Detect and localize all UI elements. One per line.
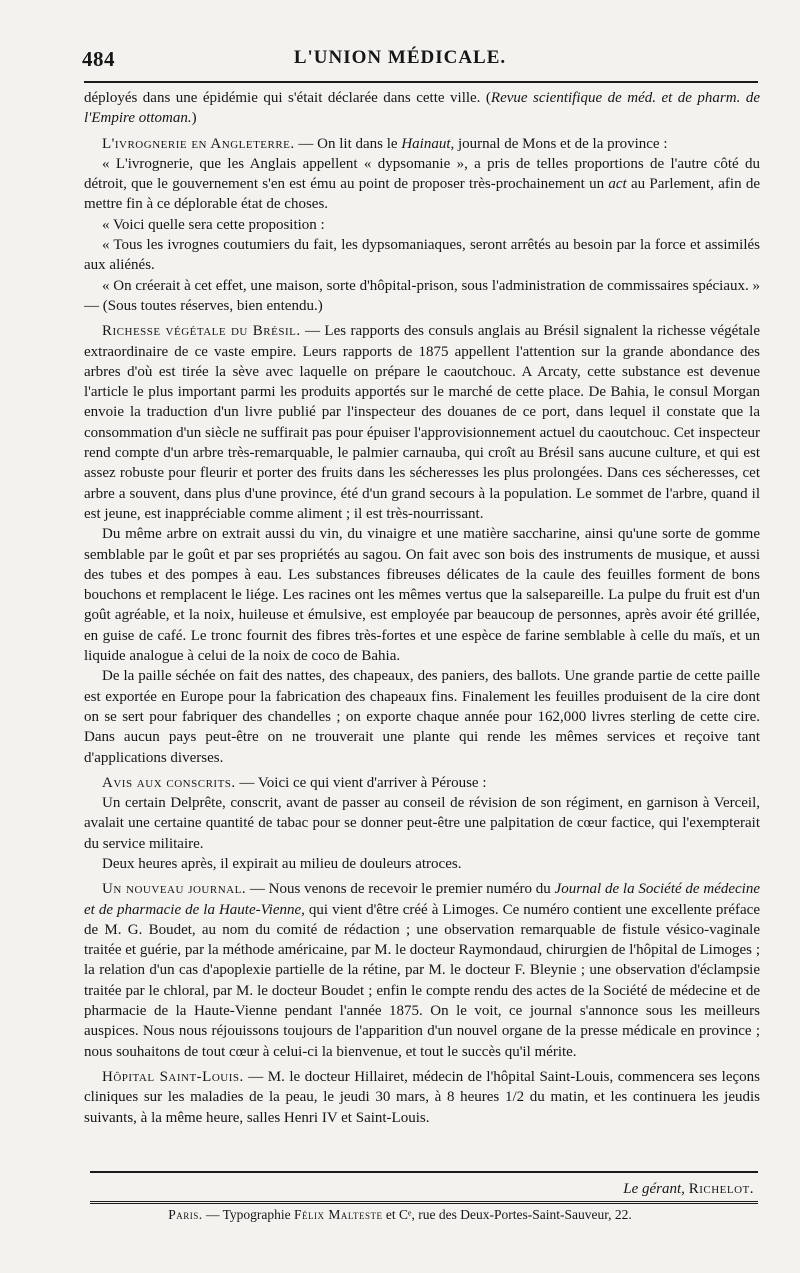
paragraph: [84, 666, 760, 767]
text-run: qui vient d'être créé à Limoges. Ce numéro contient une excellente préface de M. G. Boudet, au nom du comité de rédaction ; une observation remarquable de fistule vésico-vaginale traitée et guérie, par la méthode américaine, par M. le docteur Raymondaud, chirurgien de l'hôpital de Limoges ; la relation d'un cas d'apoplexie partielle de la rétine, par M. le docteur F. Bleynie ; une observation d'éclampsie traitée par le chloral, par M. le docteur Boudet ; enfin le compte rendu des actes de la Société de médecine et de pharmacie de la Haute-Vienne pendant l'année 1875. On le voit, ce journal s'annonce sous les meilleurs auspices. Nous nous réjouissons toujours de l'apparition d'un nouvel organe de la presse médicale en province ; nous souhaitons de tout cœur à celui-ci la bienvenue, et tout le succès qu'il mérite.: [84, 901, 760, 1060]
paragraph: [84, 276, 760, 317]
section-heading: Un nouveau journal.: [102, 881, 247, 898]
text-run: « On créerait à cet effet, une maison, sorte d'hôpital-prison, sous l'administration de commissaires spéciaux. » — (Sous toutes réserves, bien entendu.): [84, 277, 760, 314]
signature-prefix: Le gérant,: [623, 1181, 685, 1197]
paragraph: [84, 854, 760, 874]
paragraph: [84, 88, 760, 129]
running-title: L'UNION MÉDICALE.: [293, 47, 507, 68]
text-run: — M. le docteur Hillairet, médecin de l'hôpital Saint-Louis, commencera ses leçons cliniques sur les maladies de la peau, le jeudi 30 mars, à 8 heures 1/2 du matin, et les continuera les jeudis suivants, à la même heure, salles Henri IV et Saint-Louis.: [84, 1068, 761, 1126]
text-run: ): [191, 110, 197, 127]
section-heading: Félix Malteste: [294, 1207, 383, 1222]
text-run: déployés dans une épidémie qui s'était déclarée dans cette ville. (: [84, 90, 491, 106]
text-run: et Cᵉ, rue des Deux-Portes-Saint-Sauveur, 22.: [382, 1207, 632, 1222]
section-heading: Hôpital Saint-Louis.: [102, 1068, 244, 1085]
section-heading: Paris.: [168, 1207, 203, 1222]
text-run: « Voici quelle sera cette proposition :: [102, 216, 325, 233]
paragraph: [84, 793, 760, 854]
section-heading: Richesse végétale du Brésil.: [102, 323, 301, 340]
section-heading: L'ivrognerie en Angleterre.: [102, 135, 295, 152]
text-run: « L'ivrognerie, que les Anglais appellent « dypsomanie », a pris de telles proportions de l'autre côté du détroit, que le gouvernement s'en est ému au point de proposer très-prochainement un: [84, 155, 760, 193]
text-run: — Typographie: [202, 1207, 294, 1222]
section-paragraph: [84, 773, 760, 793]
text-run: De la paille séchée on fait des nattes, des chapeaux, des paniers, des ballots. Une grande partie de cette paille est exportée en Europe pour la fabrication des chapeaux fins. Finalement les feuilles produisent de la cire dont on se sert pour fabriquer des chandelles ; on exporte chaque année pour 162,000 livres sterling de cette cire. Dans aucun pays peut-être on ne trouverait une plante qui rende les mêmes services et reçoive tant d'applications diverses.: [84, 668, 760, 766]
signature-name: Richelot.: [688, 1181, 754, 1197]
text-run: — On lit dans le: [294, 135, 402, 152]
paragraph: [84, 215, 760, 235]
header-rule: [84, 81, 758, 83]
text-run: — Nous venons de recevoir le premier numéro du: [246, 881, 555, 898]
paragraph: [84, 154, 760, 215]
article-body: [84, 88, 760, 1128]
italic-text: act: [608, 176, 627, 193]
paragraph: [84, 524, 760, 666]
text-run: au Parlement, afin de mettre fin à ce déplorable état de choses.: [84, 176, 761, 213]
text-run: Un certain Delprête, conscrit, avant de passer au conseil de révision de son régiment, en garnison à Verceil, avalait une certaine quantité de tabac pour se donner peut-être une palpitation de cœur factice, qui l'exempterait du service militaire.: [84, 795, 760, 852]
text-run: « Tous les ivrognes coutumiers du fait, les dypsomaniaques, seront arrêtés au besoin par la force et assimilés aux aliénés.: [84, 237, 760, 274]
italic-text: Journal de la Société de médecine et de pharmacie de la Haute-Vienne,: [84, 881, 760, 918]
signature: [623, 1181, 754, 1198]
italic-text: Revue scientifique de méd. et de pharm. de l'Empire ottoman.: [84, 90, 760, 127]
closing-rule: [90, 1171, 758, 1173]
text-run: journal de Mons et de la province :: [454, 135, 668, 152]
section-paragraph: [84, 321, 760, 524]
text-run: — Voici ce qui vient d'arriver à Pérouse :: [235, 774, 487, 791]
section-heading: Avis aux conscrits.: [102, 774, 236, 791]
page-number: 484: [82, 47, 115, 71]
text-run: Du même arbre on extrait aussi du vin, du vinaigre et une matière saccharine, ainsi qu'une sorte de gomme semblable par le goût et par ses propriétés au sagou. On fait avec son bois des instruments de musique, et aussi des tubes et des pompes à eau. Les substances fibreuses délicates de la caule des feuilles forment de bons bouchons et remplacent le liége. Les racines ont les mêmes vertus que la salsepareille. La pulpe du fruit est d'un goût agréable, et la noix, huileuse et émulsive, est employée par beaucoup de personnes, après avoir été grillée, en guise de café. Le tronc fournit des fibres très-fortes et une espèce de farine semblable à celle du maïs, et un liquide analogue à celui de la noix de coco de Bahia.: [84, 526, 760, 665]
section-paragraph: [84, 879, 760, 1062]
text-run: Deux heures après, il expirait au milieu de douleurs atroces.: [102, 855, 462, 872]
section-paragraph: [84, 134, 760, 154]
section-paragraph: [84, 1067, 760, 1128]
printer-imprint: [0, 1207, 800, 1223]
paragraph: [84, 235, 760, 276]
italic-text: Hainaut,: [401, 135, 455, 152]
text-run: — Les rapports des consuls anglais au Brésil signalent la richesse végétale extraordinaire de ce vaste empire. Leurs rapports de 1875 appellent l'attention sur la grande abondance des arbres d'où est tirée la sève avec laquelle on prépare le caoutchouc. A Arcaty, cette substance est devenue l'article le plus important parmi les produits apportés sur le marché de cette place. De Bahia, le consul Morgan envoie la traduction d'un livre publié par l'inspecteur des douanes de ce port, dans lequel il constate que la consommation d'un siècle ne suffirait pas pour épuiser l'approvisionnement actuel du caoutchouc. Cet inspecteur rend compte d'un arbre très-remarquable, le palmier carnauba, qui croît au Brésil sans aucune culture, et qui est assez robuste pour fleurir et porter des fruits dans les sécheresses les plus prolongées. Dans ces sécheresses, cet arbre a souvent, dans plus d'une province, été d'un grand secours à la population. Le sommet de l'arbre, quand il est jeune, est inappréciable comme aliment ; il est très-nourrissant.: [84, 323, 760, 522]
